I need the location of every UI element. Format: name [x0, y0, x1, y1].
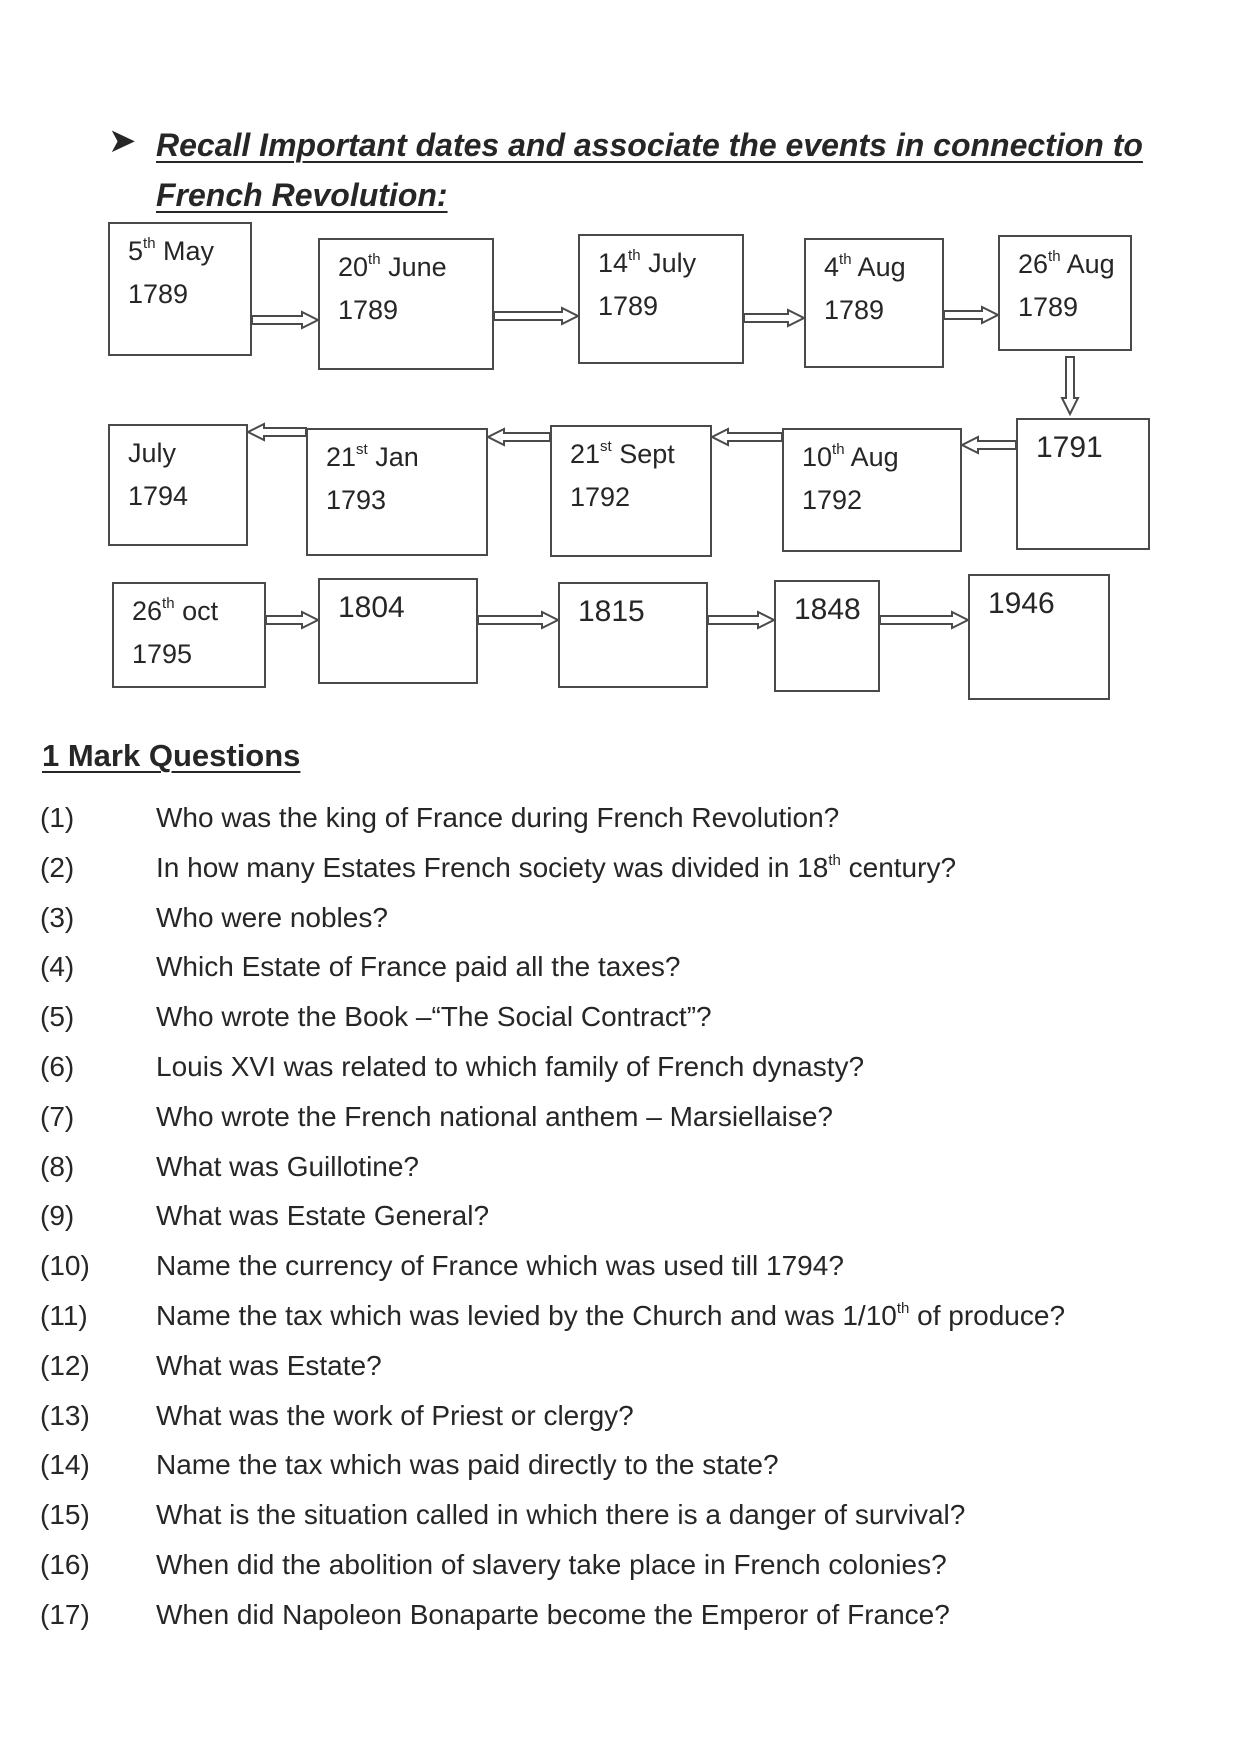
heading-line-2: French Revolution: [156, 177, 448, 213]
box-date-line-1: July [128, 438, 177, 468]
question-item [40, 798, 1220, 848]
flow-arrow-icon [944, 307, 998, 323]
question-item [40, 1545, 1220, 1595]
question-number: (17) [40, 1598, 90, 1630]
question-number: (8) [40, 1150, 75, 1182]
question-text: What was Estate? [156, 1349, 382, 1381]
question-text: Who wrote the Book –“The Social Contract”? [156, 1001, 712, 1033]
flow-arrow-icon [266, 612, 318, 628]
question-text: Who was the king of France during French Revolution? [156, 802, 840, 833]
flow-arrow-icon [488, 429, 550, 445]
box-date-line-1: 26th oct [132, 595, 219, 626]
box-date-line-1: 21st Sept [570, 438, 675, 469]
box-date-line-1: 14th July [598, 247, 697, 278]
timeline-date-box [108, 424, 248, 546]
box-date-line-2: 1789 [338, 295, 399, 325]
box-date-line-1: 5th May [128, 235, 215, 266]
box-date-line-1: 20th June [338, 251, 447, 282]
question-item [40, 1196, 1220, 1246]
question-text: When did the abolition of slavery take place in French colonies? [156, 1548, 947, 1580]
box-date-line-1: 1815 [578, 595, 645, 628]
timeline-date-box [998, 235, 1132, 351]
question-text: What is the situation called in which there is a danger of survival? [156, 1499, 966, 1531]
box-date-line-1: 4th Aug [824, 251, 906, 282]
box-date-line-1: 1946 [988, 587, 1055, 620]
question-item [40, 1246, 1220, 1296]
box-date-line-2: 1792 [570, 482, 631, 512]
question-number: (15) [40, 1499, 90, 1531]
box-date-line-1: 1791 [1036, 431, 1103, 464]
box-date-line-2: 1794 [128, 481, 189, 511]
question-item [40, 1097, 1220, 1147]
question-text: Who wrote the French national anthem – Marsiellaise? [156, 1100, 834, 1132]
question-text: What was Estate General? [156, 1200, 490, 1232]
question-item [40, 1047, 1220, 1097]
timeline-date-box [318, 238, 494, 370]
question-item [40, 1396, 1220, 1446]
question-number: (11) [40, 1299, 88, 1331]
question-text: What was the work of Priest or clergy? [156, 1399, 634, 1431]
timeline-date-box [112, 582, 266, 688]
box-date-line-2: 1793 [326, 485, 387, 515]
box-date-line-2: 1789 [824, 295, 885, 325]
question-number: (16) [40, 1548, 90, 1580]
timeline-date-box [1016, 418, 1150, 550]
timeline-date-box [782, 428, 962, 552]
question-list [40, 798, 1220, 1645]
question-text: What was Guillotine? [156, 1150, 420, 1182]
heading-text [156, 120, 1186, 220]
question-item [40, 997, 1220, 1047]
box-date-line-2: 1792 [802, 485, 863, 515]
question-number: (3) [40, 901, 75, 933]
question-number: (7) [40, 1100, 75, 1132]
flow-arrow-icon [880, 612, 968, 628]
timeline-date-box [550, 425, 712, 557]
section-title: 1 Mark Questions [42, 738, 301, 773]
question-item [40, 1595, 1220, 1645]
flow-arrow-icon [494, 308, 578, 324]
question-number: (9) [40, 1200, 75, 1232]
box-date-line-1: 1804 [338, 591, 405, 624]
flow-arrow-icon [252, 312, 318, 328]
question-number: (1) [40, 802, 75, 833]
question-text: Name the currency of France which was used till 1794? [156, 1250, 844, 1282]
timeline-date-box [306, 428, 488, 556]
timeline-date-box [968, 574, 1110, 700]
flow-arrow-icon [248, 424, 306, 440]
arrowhead-bullet-icon: ➤ [108, 121, 137, 161]
question-number: (4) [40, 951, 75, 983]
question-item [40, 848, 1220, 898]
timeline-date-box [774, 580, 880, 692]
question-item [40, 1296, 1220, 1346]
flow-arrow-icon [962, 437, 1016, 453]
box-date-line-1: 10th Aug [802, 441, 899, 472]
box-date-line-1: 21st Jan [326, 441, 419, 472]
question-number: (13) [40, 1399, 90, 1431]
question-text: Name the tax which was paid directly to the state? [156, 1449, 779, 1481]
flow-arrow-icon [478, 612, 558, 628]
question-item [40, 1147, 1220, 1197]
box-date-line-2: 1795 [132, 639, 193, 669]
question-item [40, 1346, 1220, 1396]
question-number: (6) [40, 1050, 75, 1082]
question-text: Which Estate of France paid all the taxes? [156, 951, 681, 983]
timeline-date-box [804, 238, 944, 368]
timeline-date-box [558, 582, 708, 688]
question-text: In how many Estates French society was divided in 18th century? [156, 851, 957, 883]
question-text: Who were nobles? [156, 901, 388, 933]
box-date-line-1: 26th Aug [1018, 248, 1115, 279]
box-date-line-2: 1789 [1018, 292, 1079, 322]
question-number: (12) [40, 1349, 90, 1381]
flow-arrow-icon [712, 429, 782, 445]
box-date-line-2: 1789 [128, 279, 189, 309]
question-number: (14) [40, 1449, 90, 1481]
flow-arrow-icon [744, 310, 804, 326]
box-date-line-1: 1848 [794, 593, 861, 626]
question-text: Name the tax which was levied by the Church and was 1/10th of produce? [156, 1299, 1066, 1331]
question-number: (5) [40, 1001, 75, 1033]
box-date-line-2: 1789 [598, 291, 659, 321]
question-number: (10) [40, 1250, 90, 1282]
timeline-date-box [318, 578, 478, 684]
question-item [40, 898, 1220, 948]
flow-arrow-down-icon [1062, 357, 1078, 414]
question-item [40, 947, 1220, 997]
heading-line-1: Recall Important dates and associate the events in connection to [156, 127, 1143, 163]
timeline-date-box [578, 234, 744, 364]
question-item [40, 1495, 1220, 1545]
flow-arrow-icon [708, 612, 774, 628]
question-number: (2) [40, 851, 75, 883]
question-text: Louis XVI was related to which family of French dynasty? [156, 1050, 865, 1082]
timeline-date-box [108, 222, 252, 356]
question-text: When did Napoleon Bonaparte become the Emperor of France? [156, 1598, 950, 1630]
question-item [40, 1445, 1220, 1495]
